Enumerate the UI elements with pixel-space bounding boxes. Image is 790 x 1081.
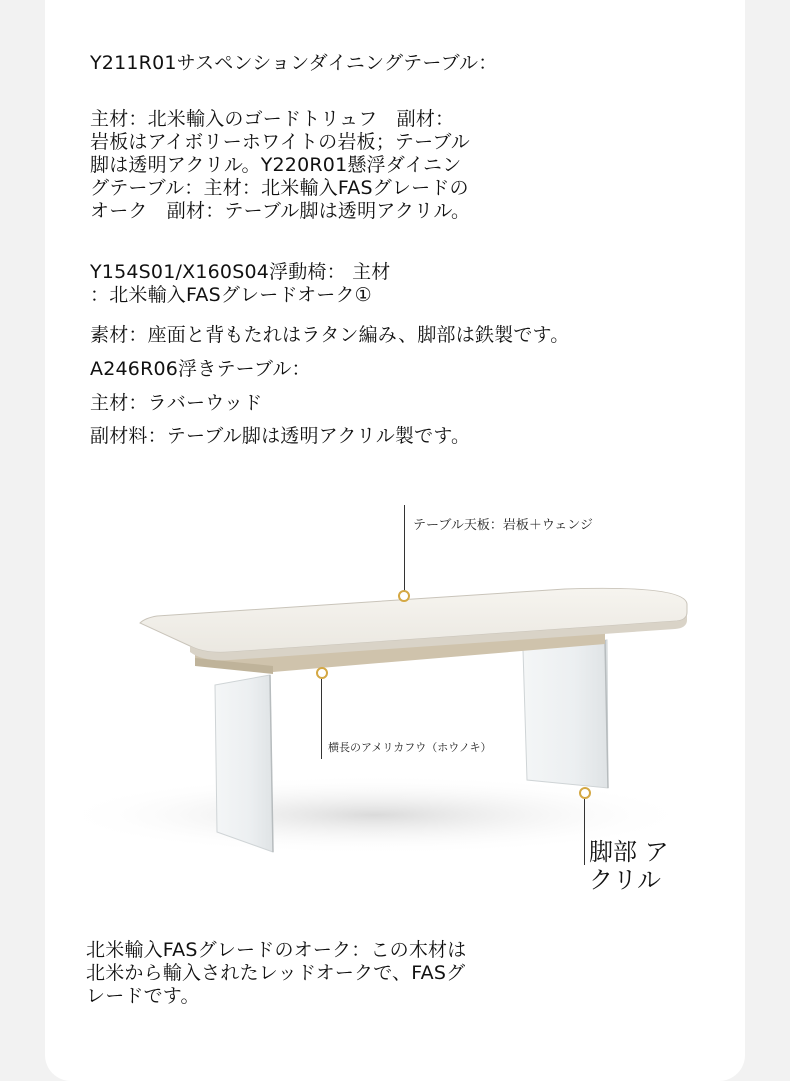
label-leg-line1: 脚部 ア xyxy=(589,838,669,866)
callout-line-middle xyxy=(321,679,322,759)
callout-line-leg xyxy=(584,799,585,865)
section1-line: 主材：北米輸入のゴードトリュフ 副材： xyxy=(90,108,455,130)
section1-line: グテーブル：主材：北米輸入FASグレードの xyxy=(90,177,469,199)
callout-dot-top xyxy=(398,590,410,602)
left-acrylic-leg xyxy=(215,675,273,852)
label-leg-line2: クリル xyxy=(589,866,661,894)
material-text: 素材：座面と背もたれはラタン編み、脚部は鉄製です。 xyxy=(90,324,570,346)
footer-line: 北米輸入FASグレードのオーク：この木材は xyxy=(86,939,467,961)
footer-line: レードです。 xyxy=(86,985,200,1007)
sub-material: 副材料：テーブル脚は透明アクリル製です。 xyxy=(90,425,471,447)
section2-line: Y154S01/X160S04浮動椅： 主材 xyxy=(90,261,391,283)
section1-line: オーク 副材：テーブル脚は透明アクリル。 xyxy=(90,200,471,222)
table-name: A246R06浮きテーブル： xyxy=(90,358,311,380)
right-acrylic-leg xyxy=(523,640,608,788)
section2-line: ：北米輸入FASグレードオーク① xyxy=(90,284,372,306)
callout-line-top xyxy=(404,505,405,595)
section1-line: 岩板はアイボリーホワイトの岩板；テーブル xyxy=(90,131,471,153)
callout-dot-leg xyxy=(579,787,591,799)
label-table-top: テーブル天板：岩板＋ウェンジ xyxy=(413,518,593,533)
callout-dot-middle xyxy=(316,667,328,679)
section1-line: 脚は透明アクリル。Y220R01懸浮ダイニン xyxy=(90,154,462,176)
label-apron: 横長のアメリカフウ（ホウノキ） xyxy=(328,741,492,754)
main-material: 主材：ラバーウッド xyxy=(90,392,263,414)
section1-title: Y211R01サスペンションダイニングテーブル： xyxy=(90,52,498,74)
footer-line: 北米から輸入されたレッドオークで、FASグ xyxy=(86,962,466,984)
